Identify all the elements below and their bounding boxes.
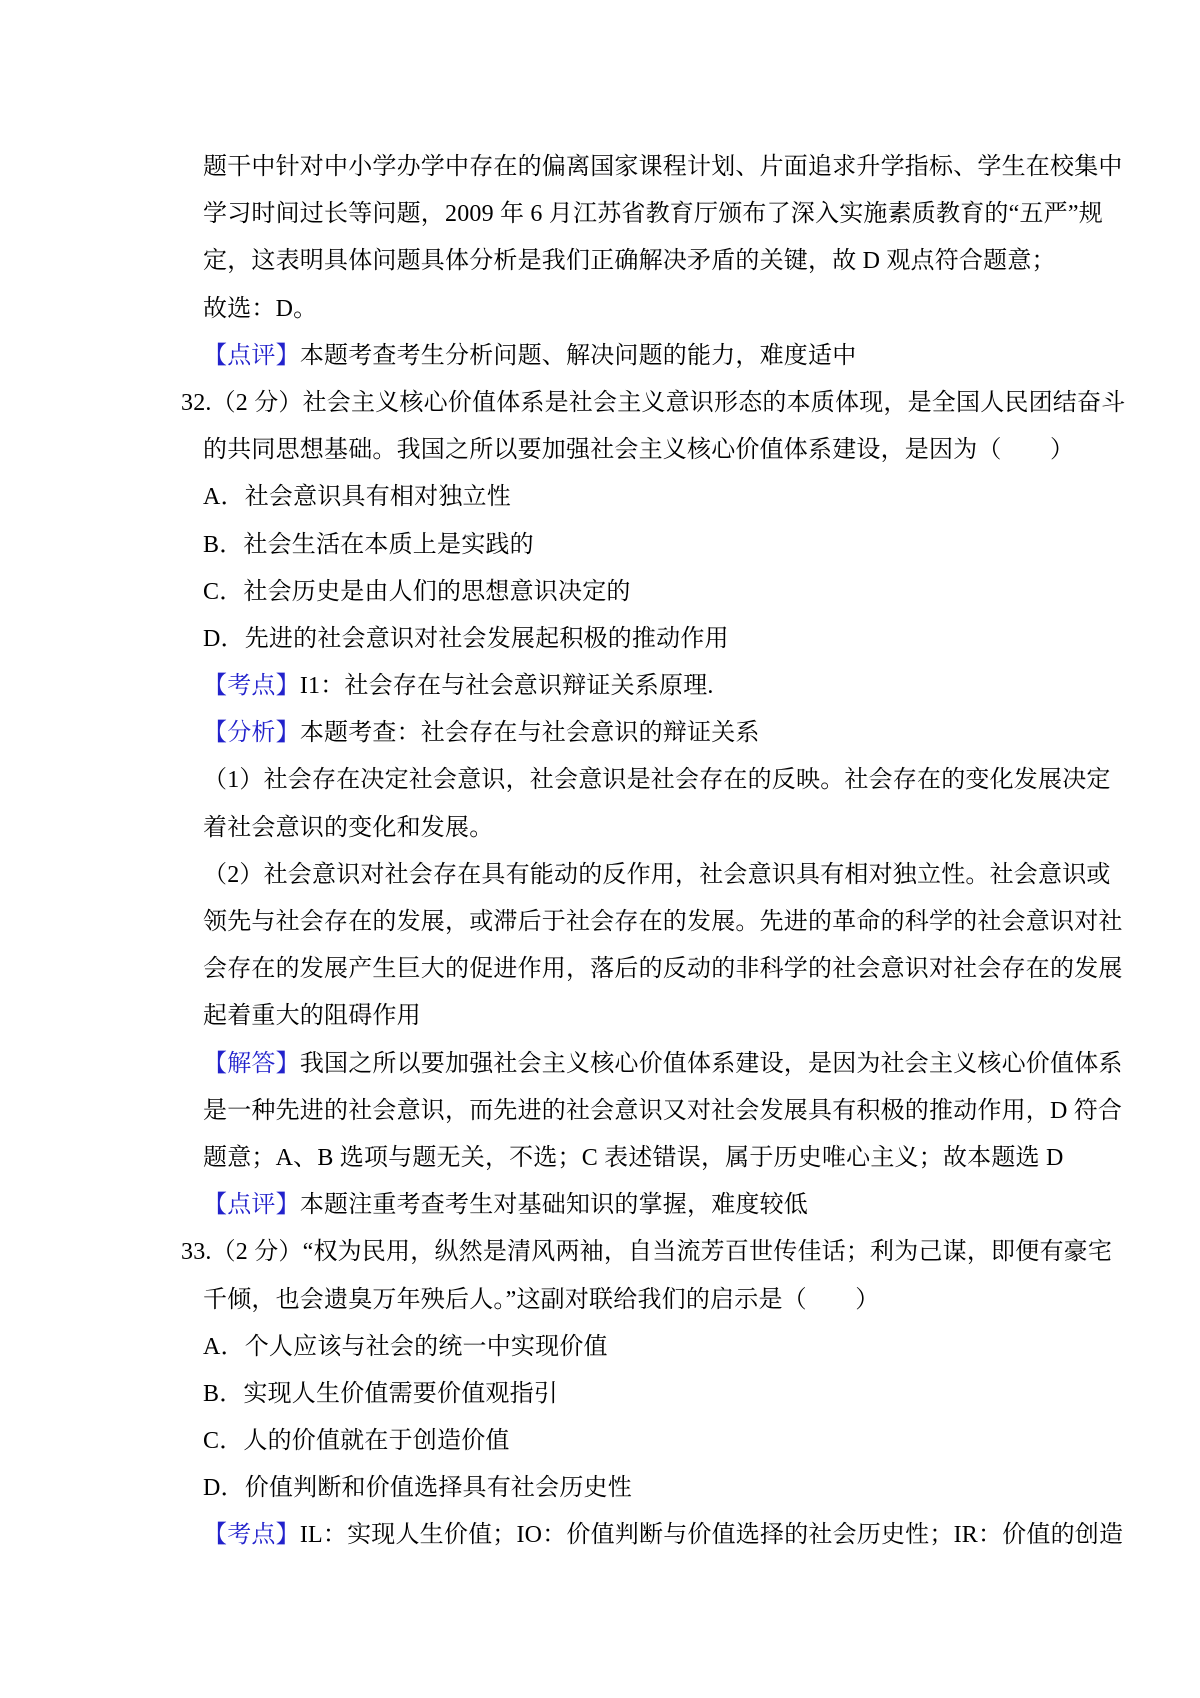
text-line (0, 286, 1200, 333)
line-text: 本题考查：社会存在与社会意识的辩证关系 (299, 720, 760, 747)
line-text: 故选：D。 (203, 295, 318, 322)
section-tag: 【点评】 (203, 342, 300, 369)
document-lines (0, 144, 1200, 1560)
text-line (0, 238, 1200, 285)
line-text: 33.（2 分）“权为民用，纵然是清风两袖，自当流芳百世传佳话；利为己谋，即便有豪宅 (181, 1239, 1113, 1266)
line-text: （1）社会存在决定社会意识，社会意识是社会存在的反映。社会存在的变化发展决定 (203, 767, 1111, 794)
text-line (0, 474, 1200, 521)
line-text: 起着重大的阻碍作用 (203, 1003, 421, 1030)
section-tag: 【点评】 (203, 1192, 300, 1219)
line-text: 千倾，也会遗臭万年殃后人。”这副对联给我们的启示是（ ） (203, 1286, 880, 1313)
line-text: B．实现人生价值需要价值观指引 (203, 1380, 559, 1407)
line-text: 会存在的发展产生巨大的促进作用，落后的反动的非科学的社会意识对社会存在的发展 (203, 956, 1123, 983)
section-tag: 【考点】 (203, 673, 300, 700)
line-text: I1：社会存在与社会意识辩证关系原理. (299, 673, 714, 700)
line-text: 32.（2 分）社会主义核心价值体系是社会主义意识形态的本质体现，是全国人民团结奋斗 (181, 389, 1126, 416)
line-text: D．先进的社会意识对社会发展起积极的推动作用 (203, 625, 729, 652)
line-text: 学习时间过长等问题，2009 年 6 月江苏省教育厅颁布了深入实施素质教育的“五严”规 (203, 201, 1103, 228)
text-line (0, 380, 1200, 427)
section-tag: 【分析】 (203, 720, 300, 747)
text-line (0, 522, 1200, 569)
text-line (0, 852, 1200, 899)
section-tag: 【解答】 (203, 1050, 300, 1077)
line-text: A．社会意识具有相对独立性 (203, 484, 511, 511)
text-line (0, 899, 1200, 946)
text-line (0, 805, 1200, 852)
text-line (0, 333, 1200, 380)
section-tag: 【考点】 (203, 1522, 300, 1549)
line-text: 定，这表明具体问题具体分析是我们正确解决矛盾的关键，故 D 观点符合题意； (203, 248, 1056, 275)
line-text: 本题考查考生分析问题、解决问题的能力，难度适中 (299, 342, 857, 369)
text-line (0, 191, 1200, 238)
text-line (0, 663, 1200, 710)
text-line (0, 427, 1200, 474)
line-text: C．人的价值就在于创造价值 (203, 1428, 510, 1455)
line-text: B．社会生活在本质上是实践的 (203, 531, 534, 558)
text-line (0, 1512, 1200, 1559)
text-line (0, 1182, 1200, 1229)
line-text: D．价值判断和价值选择具有社会历史性 (203, 1475, 632, 1502)
text-line (0, 1371, 1200, 1418)
text-line (0, 993, 1200, 1040)
text-line (0, 1041, 1200, 1088)
text-line (0, 144, 1200, 191)
text-line (0, 1135, 1200, 1182)
line-text: （2）社会意识对社会存在具有能动的反作用，社会意识具有相对独立性。社会意识或 (203, 861, 1111, 888)
line-text: 题意；A、B 选项与题无关，不选；C 表述错误，属于历史唯心主义；故本题选 D (203, 1144, 1064, 1171)
text-line (0, 946, 1200, 993)
text-line (0, 1088, 1200, 1135)
line-text: 本题注重考查考生对基础知识的掌握，难度较低 (299, 1192, 809, 1219)
text-line (0, 1229, 1200, 1276)
line-text: A．个人应该与社会的统一中实现价值 (203, 1333, 608, 1360)
text-line (0, 1324, 1200, 1371)
text-line (0, 710, 1200, 757)
line-text: 题干中针对中小学办学中存在的偏离国家课程计划、片面追求升学指标、学生在校集中 (203, 154, 1123, 180)
line-text: 是一种先进的社会意识，而先进的社会意识又对社会发展具有积极的推动作用，D 符合 (203, 1097, 1123, 1124)
line-text: 着社会意识的变化和发展。 (203, 814, 494, 841)
text-line (0, 757, 1200, 804)
text-line (0, 1277, 1200, 1324)
line-text: C．社会历史是由人们的思想意识决定的 (203, 578, 631, 605)
line-text: 的共同思想基础。我国之所以要加强社会主义核心价值体系建设，是因为（ ） (203, 437, 1075, 464)
line-text: IL：实现人生价值；IO：价值判断与价值选择的社会历史性；IR：价值的创造 (299, 1522, 1124, 1549)
text-line (0, 1465, 1200, 1512)
text-line (0, 616, 1200, 663)
line-text: 我国之所以要加强社会主义核心价值体系建设，是因为社会主义核心价值体系 (299, 1050, 1123, 1077)
line-text: 领先与社会存在的发展，或滞后于社会存在的发展。先进的革命的科学的社会意识对社 (203, 909, 1123, 935)
text-line (0, 569, 1200, 616)
text-line (0, 1418, 1200, 1465)
